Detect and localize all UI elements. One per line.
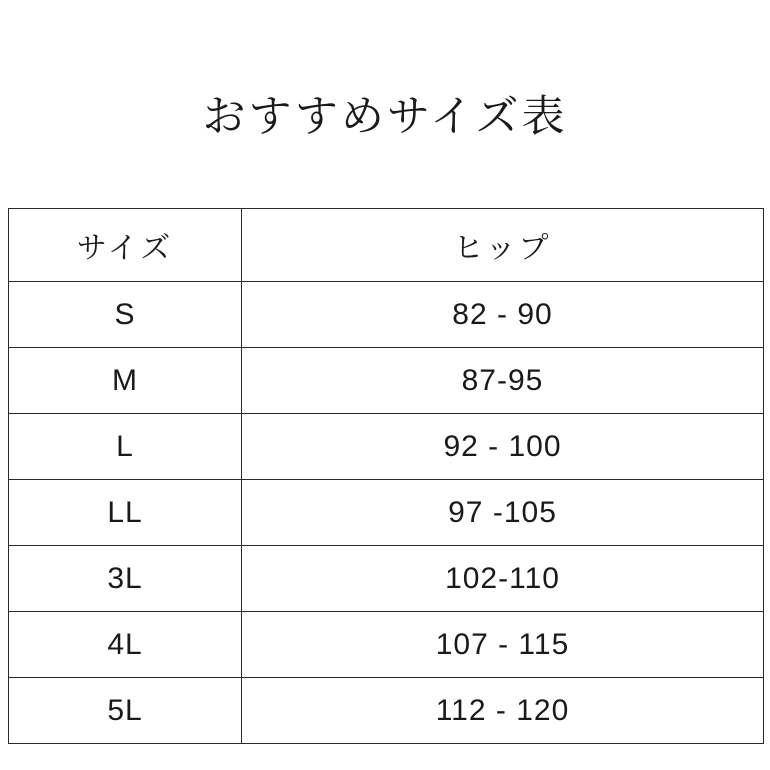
table-row xyxy=(9,546,764,612)
cell-size xyxy=(9,678,242,744)
size-value: S xyxy=(114,297,136,331)
cell-hip xyxy=(242,546,764,612)
cell-hip xyxy=(242,678,764,744)
cell-size xyxy=(9,282,242,348)
cell-hip xyxy=(242,480,764,546)
column-header-hip-label: ヒップ xyxy=(453,232,552,265)
table-row xyxy=(9,612,764,678)
cell-size xyxy=(9,480,242,546)
hip-value: 107 - 115 xyxy=(435,627,570,661)
hip-value: 112 - 120 xyxy=(435,693,570,727)
cell-hip xyxy=(242,348,764,414)
size-value: 3L xyxy=(107,561,143,595)
table-row xyxy=(9,678,764,744)
table-header-row xyxy=(9,209,764,282)
cell-size xyxy=(9,612,242,678)
cell-hip xyxy=(242,282,764,348)
hip-value: 92 - 100 xyxy=(443,429,562,463)
cell-hip xyxy=(242,414,764,480)
size-value: 4L xyxy=(107,627,143,661)
hip-value: 87-95 xyxy=(461,363,544,397)
size-chart-table xyxy=(8,208,764,744)
table-row xyxy=(9,282,764,348)
column-header-hip xyxy=(242,209,764,282)
size-value: LL xyxy=(107,495,143,529)
size-value: 5L xyxy=(107,693,143,727)
cell-size xyxy=(9,546,242,612)
table-row xyxy=(9,414,764,480)
hip-value: 82 - 90 xyxy=(452,297,553,331)
page-title: おすすめサイズ表 xyxy=(202,93,568,141)
size-value: M xyxy=(112,363,138,397)
cell-size xyxy=(9,414,242,480)
table-row xyxy=(9,480,764,546)
cell-hip xyxy=(242,612,764,678)
hip-value: 102-110 xyxy=(445,561,560,595)
size-value: L xyxy=(116,429,134,463)
column-header-size xyxy=(9,209,242,282)
cell-size xyxy=(9,348,242,414)
column-header-size-label: サイズ xyxy=(76,232,174,265)
table-row xyxy=(9,348,764,414)
hip-value: 97 -105 xyxy=(448,495,557,529)
